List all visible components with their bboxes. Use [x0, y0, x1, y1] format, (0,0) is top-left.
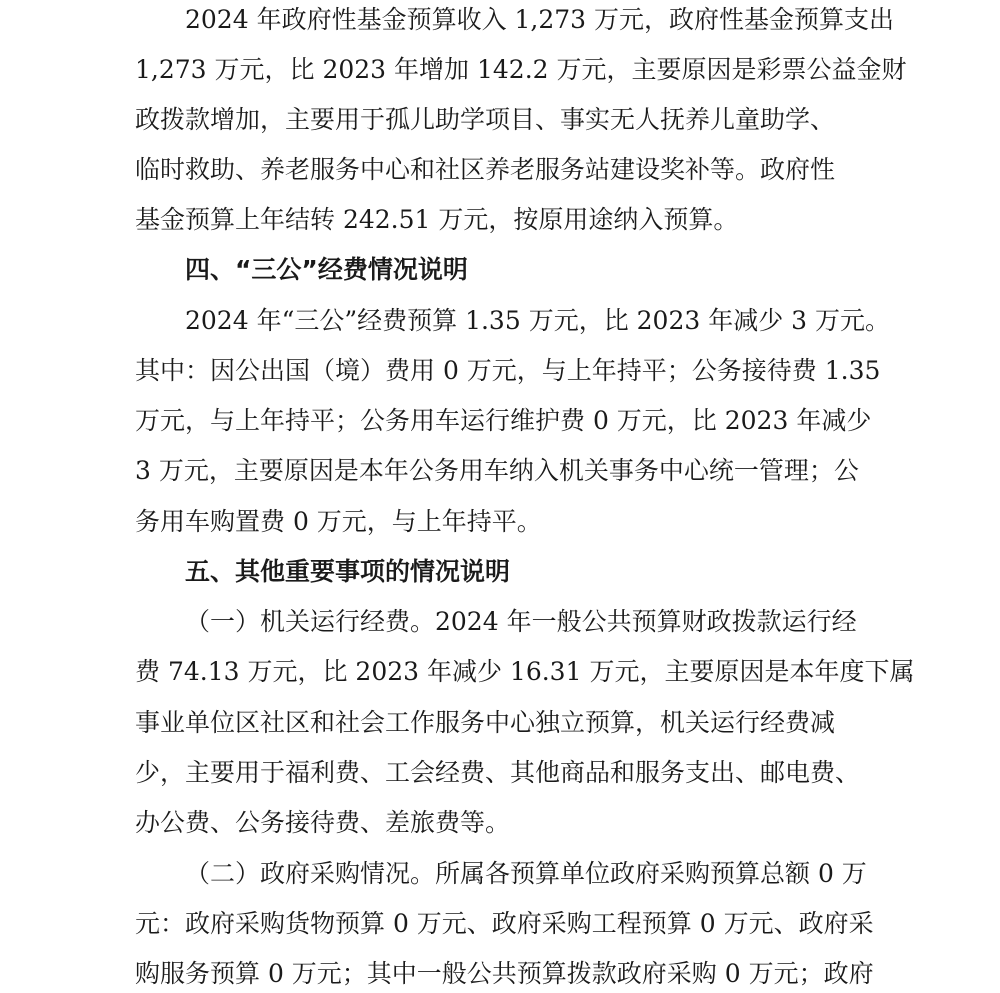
paragraph-line: 购服务预算 0 万元；其中一般公共预算拨款政府采购 0 万元；政府: [135, 959, 874, 988]
paragraph-line: （一）机关运行经费。2024 年一般公共预算财政拨款运行经: [185, 607, 857, 636]
paragraph-line: 1,273 万元，比 2023 年增加 142.2 万元，主要原因是彩票公益金财: [135, 55, 907, 84]
paragraph-line: （二）政府采购情况。所属各预算单位政府采购预算总额 0 万: [185, 859, 867, 888]
paragraph-line: 事业单位区社区和社会工作服务中心独立预算，机关运行经费减: [135, 708, 836, 737]
paragraph-line: 临时救助、养老服务中心和社区养老服务站建设奖补等。政府性: [135, 155, 836, 184]
paragraph-line: 务用车购置费 0 万元，与上年持平。: [135, 507, 542, 536]
paragraph-line: 少，主要用于福利费、工会经费、其他商品和服务支出、邮电费、: [135, 758, 861, 787]
paragraph-line: 3 万元，主要原因是本年公务用车纳入机关事务中心统一管理；公: [135, 456, 859, 485]
paragraph-line: 元：政府采购货物预算 0 万元、政府采购工程预算 0 万元、政府采: [135, 909, 874, 938]
section-heading-4: 四、“三公”经费情况说明: [185, 255, 468, 284]
paragraph-line: 2024 年“三公”经费预算 1.35 万元，比 2023 年减少 3 万元。: [185, 306, 891, 335]
paragraph-line: 万元，与上年持平；公务用车运行维护费 0 万元，比 2023 年减少: [135, 406, 872, 435]
section-heading-5: 五、其他重要事项的情况说明: [185, 557, 511, 586]
paragraph-line: 办公费、公务接待费、差旅费等。: [135, 808, 511, 837]
paragraph-line: 基金预算上年结转 242.51 万元，按原用途纳入预算。: [135, 205, 739, 234]
paragraph-line: 政拨款增加，主要用于孤儿助学项目、事实无人抚养儿童助学、: [135, 105, 836, 134]
paragraph-line: 2024 年政府性基金预算收入 1,273 万元，政府性基金预算支出: [185, 5, 895, 34]
paragraph-line: 费 74.13 万元，比 2023 年减少 16.31 万元，主要原因是本年度下属: [135, 657, 915, 686]
paragraph-line: 其中：因公出国（境）费用 0 万元，与上年持平；公务接待费 1.35: [135, 356, 881, 385]
